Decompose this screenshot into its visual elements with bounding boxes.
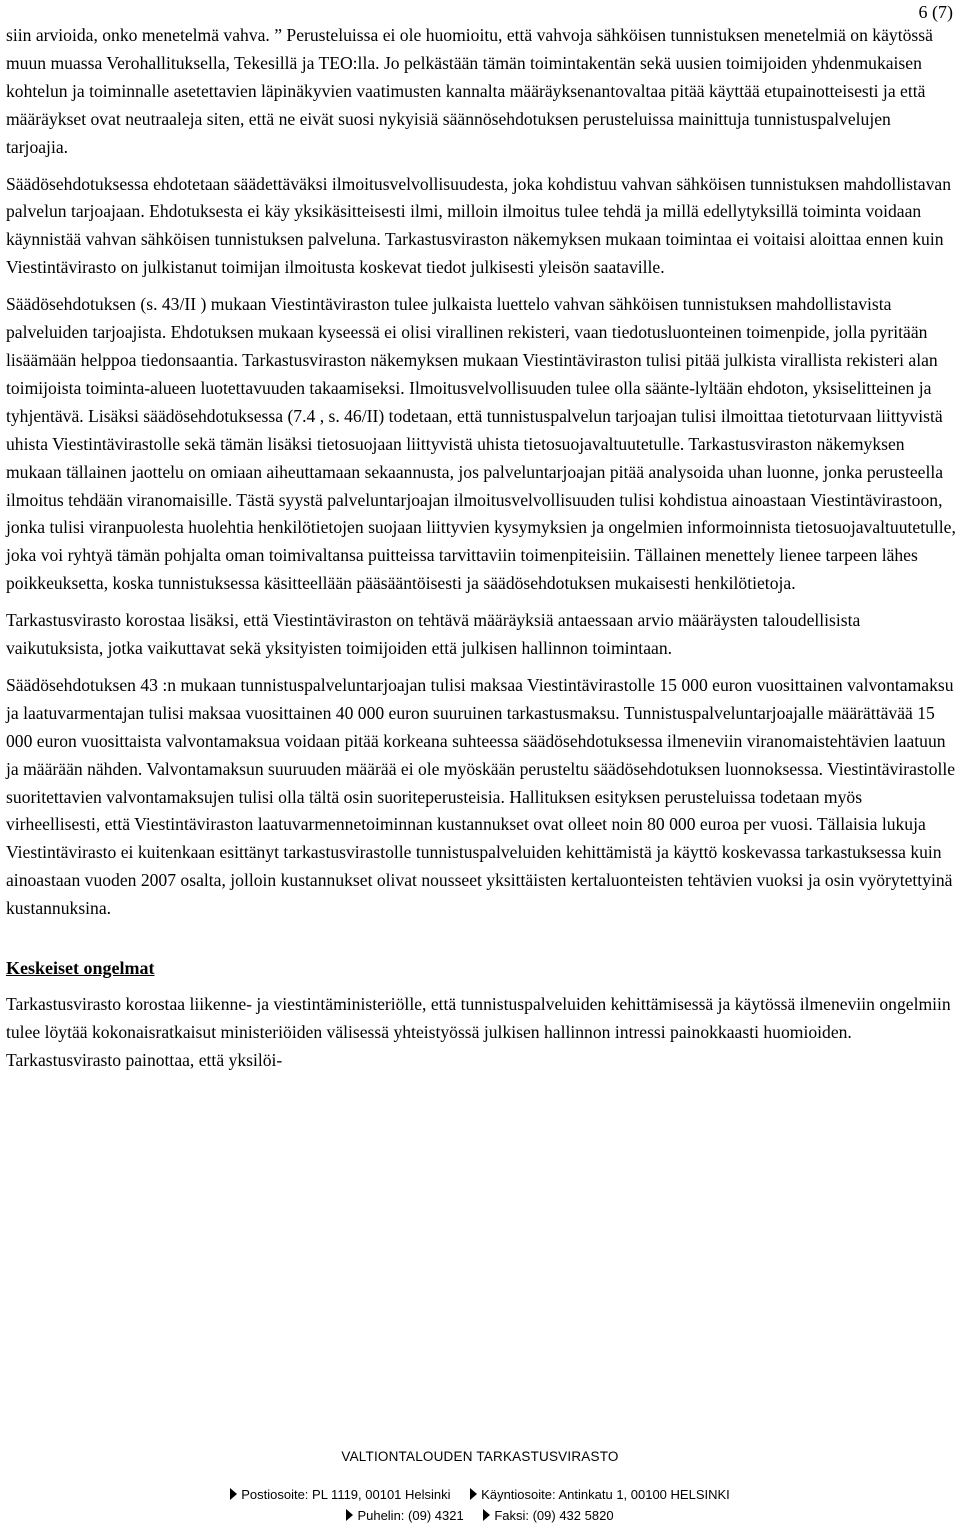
arrow-icon: [346, 1509, 353, 1521]
paragraph: Säädösehdotuksessa ehdotetaan säädettäväksi ilmoitusvelvollisuudesta, joka kohdistuu vahvan sähköisen tunnistuksen mahdollistavan palvelun tarjoajaan. Ehdotuksesta ei käy yksikäsitteisesti ilmi, milloin ilmoitus tulee tehdä ja millä edellytyksillä toiminta voidaan käynnistää vahvan sähköisen tunnistuksen palveluna. Tarkastusviraston näkemyksen mukaan toimintaa ei voitaisi aloittaa ennen kuin Viestintävirasto on julkistanut toimijan ilmoitusta koskevat tiedot julkisesti yleisön saataville.: [6, 173, 952, 278]
footer-address-line: [0, 1486, 960, 1504]
section-heading: Keskeiset ongelmat: [6, 958, 155, 979]
footer-phone: [346, 1507, 463, 1525]
phone-number: Puhelin: (09) 4321: [357, 1508, 464, 1523]
paragraph: Säädösehdotuksen (s. 43/II ) mukaan Viestintäviraston tulee julkaista luettelo vahvan sähköisen tunnistuksen mahdollistavista palveluiden tarjoajista. Ehdotuksen mukaan kyseessä ei olisi virallinen rekisteri, vaan tiedotusluonteinen toimenpide, jolla pyritään lisäämään helppoa tiedonsaantia. Tarkastusviraston näkemyksen mukaan Viestintäviraston tulisi pitää julkista virallista rekisteri alan toimijoista toiminta-alueen luotettavuuden takaamiseksi. Ilmoitusvelvollisuuden tulee olla säänte-lyltään ehdoton, yksiselitteinen ja tyhjentävä. Lisäksi säädösehdotuksessa (7.4 , s. 46/II) todetaan, että tunnistuspalvelun tarjoajan tulisi ilmoittaa tietoturvaan liittyvistä uhista Viestintävirastolle sekä tämän lisäksi tietosuojaan liittyvistä uhista tietosuojavaltuutetulle. Tarkastusviraston näkemyksen mukaan tällainen jaottelu on omiaan aiheuttamaan sekaannusta, jos palveluntarjoajan pitää analysoida uhan luonne, jonka perusteella ilmoitus tehdään viranomaisille. Tästä syystä palveluntarjoajan ilmoitusvelvollisuuden tulisi kohdistua ainoastaan Viestintävirastoon, jonka tulisi viranpuolesta huolehtia henkilötietojen suojaan liittyvien kysymyksien ja ongelmien informoinnista tietosuojavaltuutetulle, joka voi ryhtyä tämän pohjalta oman toimivaltansa puitteissa tarvittaviin toimenpiteisiin. Tällainen menettely lienee tarpeen lähes poikkeuksetta, koska tunnistuksessa käsitteellään pääsääntöisesti ja säädösehdotuksen mukaisesti henkilötietoja.: [6, 294, 956, 594]
arrow-icon: [483, 1509, 490, 1521]
paragraph: Tarkastusvirasto korostaa lisäksi, että Viestintäviraston on tehtävä määräyksiä antaessaan arvio määräysten taloudellisista vaikutuksista, jotka vaikuttavat sekä yksityisten toimijoiden että julkisen hallinnon toimintaan.: [6, 610, 861, 659]
page-number: 6 (7): [918, 2, 953, 22]
document-body: [6, 22, 956, 1084]
footer-contact-line: [0, 1507, 960, 1525]
arrow-icon: [230, 1488, 237, 1500]
postal-address: Postiosoite: PL 1119, 00101 Helsinki: [241, 1487, 451, 1502]
paragraph: siin arvioida, onko menetelmä vahva. ” Perusteluissa ei ole huomioitu, että vahvoja sähköisen tunnistuksen menetelmiä on käytössä muun muassa Verohallituksella, Tekesillä ja TEO:lla. Jo pelkästään tämän toimintakentän sekä uusien toimijoiden yhdenmukaisen kohtelun ja toiminnalle asetettavien läpinäkyvien vaatimusten kannalta määräyksenantovaltaa pitää käyttää etupainotteisesti ja että määräykset ovat neutraaleja siten, että ne eivät suosi nykyisiä säännösehdotuksen perusteluissa mainittuja tunnistuspalvelujen tarjoajia.: [6, 25, 933, 157]
fax-number: Faksi: (09) 432 5820: [494, 1508, 614, 1523]
footer-fax: [483, 1507, 613, 1525]
paragraph: Tarkastusvirasto korostaa liikenne- ja viestintäministeriölle, että tunnistuspalveluiden kehittämisessä ja käytössä ilmeneviin ongelmiin tulee löytää kokonaisratkaisut ministeriöiden välisessä yhteistyössä julkisen hallinnon intressi painokkaasti huomioiden. Tarkastusvirasto painottaa, että yksilöi-: [6, 994, 951, 1070]
paragraph: Säädösehdotuksen 43 :n mukaan tunnistuspalveluntarjoajan tulisi maksaa Viestintävirastolle 15 000 euron vuosittainen valvontamaksu ja laatuvarmentajan tulisi maksaa vuosittainen 40 000 euron suuruinen tarkastusmaksu. Tunnistuspalveluntarjoajalle määrättävää 15 000 euron vuosittaista valvontamaksua voidaan pitää korkeana suhteessa säädösehdotuksessa ilmeneviin viranomaistehtävien laatuun ja määrään nähden. Valvontamaksun suuruuden määrää ei ole myöskään perusteltu säädösehdotuksen luonnoksessa. Viestintävirastolle suoritettavien valvontamaksujen tulisi olla tältä osin suoriteperusteisia. Hallituksen esityksen perusteluissa todetaan myös virheellisesti, että Viestintäviraston laatuvarmennetoiminnan kustannukset ovat olleet noin 80 000 euroa per vuosi. Tällaisia lukuja Viestintävirasto ei kuitenkaan esittänyt tarkastusvirastolle tunnistuspalveluiden kehittämistä ja käyttö koskevassa tarkastuksessa kuin ainoastaan vuoden 2007 osalta, jolloin kustannukset olivat nousseet yksittäisten kertaluonteisten tehtävien vuoksi ja osin vyörytettyinä kustannuksina.: [6, 674, 956, 919]
footer-visiting: [470, 1486, 730, 1504]
visiting-address: Käyntiosoite: Antinkatu 1, 00100 HELSINKI: [481, 1487, 730, 1502]
arrow-icon: [470, 1488, 477, 1500]
footer-postal: [230, 1486, 450, 1504]
footer-organization: VALTIONTALOUDEN TARKASTUSVIRASTO: [341, 1449, 619, 1464]
